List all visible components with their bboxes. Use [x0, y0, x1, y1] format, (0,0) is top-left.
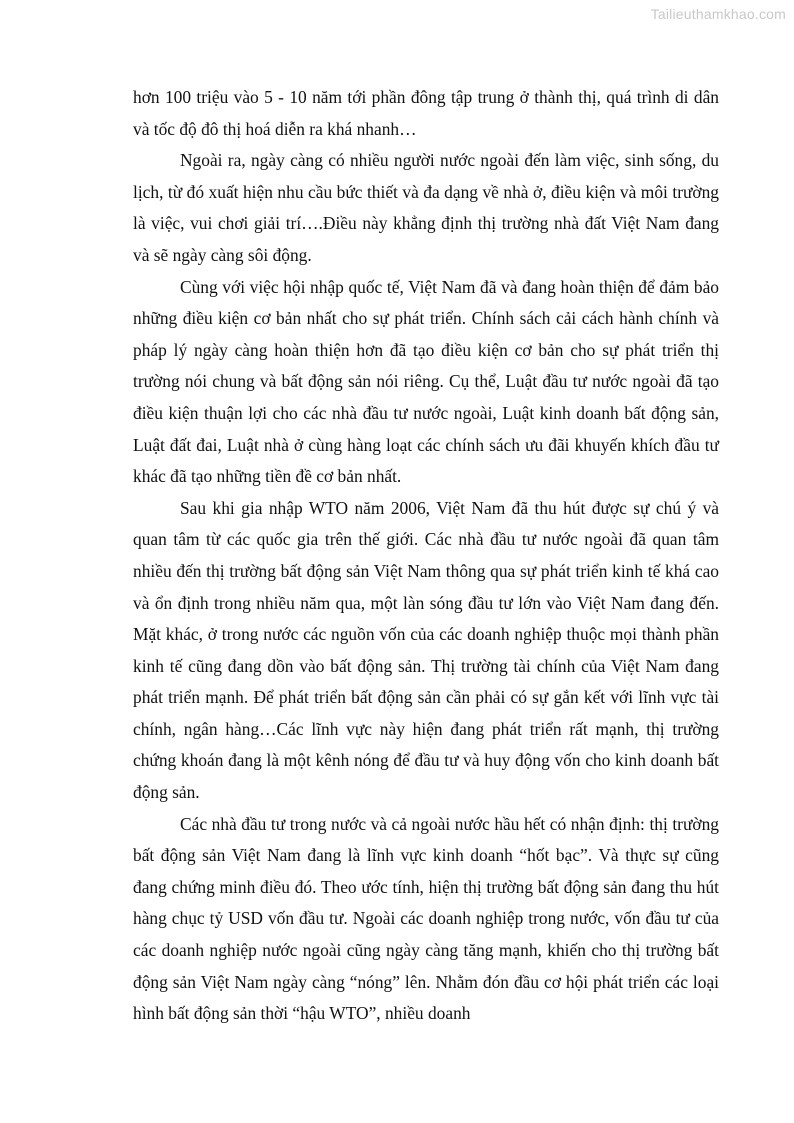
- paragraph-5: Các nhà đầu tư trong nước và cả ngoài nước hầu hết có nhận định: thị trường bất động sản Việt Nam đang là lĩnh vực kinh doanh “hốt bạc”. Và thực sự cũng đang chứng minh điều đó. Theo ước tính, hiện thị trường bất động sản đang thu hút hàng chục tỷ USD vốn đầu tư. Ngoài các doanh nghiệp trong nước, vốn đầu tư của các doanh nghiệp nước ngoài cũng ngày càng tăng mạnh, khiến cho thị trường bất động sản Việt Nam ngày càng “nóng” lên. Nhằm đón đầu cơ hội phát triển các loại hình bất động sản thời “hậu WTO”, nhiều doanh: [133, 813, 719, 1024]
- paragraph-2: Ngoài ra, ngày càng có nhiều người nước ngoài đến làm việc, sinh sống, du lịch, từ đó xuất hiện nhu cầu bức thiết và đa dạng về nhà ở, điều kiện và môi trường là việc, vui chơi giải trí….Điều này khẳng định thị trường nhà đất Việt Nam đang và sẽ ngày càng sôi động.: [133, 150, 719, 265]
- paragraph-4: Sau khi gia nhập WTO năm 2006, Việt Nam đã thu hút được sự chú ý và quan tâm từ các quốc gia trên thế giới. Các nhà đầu tư nước ngoài đã quan tâm nhiều đến thị trường bất động sản Việt Nam thông qua sự phát triển kinh tế khá cao và ổn định trong nhiều năm qua, một làn sóng đầu tư lớn vào Việt Nam đang đến. Mặt khác, ở trong nước các nguồn vốn của các doanh nghiệp thuộc mọi thành phần kinh tế cũng đang dồn vào bất động sản. Thị trường tài chính của Việt Nam đang phát triển mạnh. Để phát triển bất động sản cần phải có sự gắn kết với lĩnh vực tài chính, ngân hàng…Các lĩnh vực này hiện đang phát triển rất mạnh, thị trường chứng khoán đang là một kênh nóng để đầu tư và huy động vốn cho kinh doanh bất động sản.: [133, 497, 719, 803]
- document-body: [133, 82, 719, 1030]
- watermark-text: Tailieuthamkhao.com: [650, 6, 786, 22]
- paragraph-3: Cùng với việc hội nhập quốc tế, Việt Nam đã và đang hoàn thiện để đảm bảo những điều kiện cơ bản nhất cho sự phát triển. Chính sách cải cách hành chính và pháp lý ngày càng hoàn thiện hơn đã tạo điều kiện cơ bản cho sự phát triển thị trường nói chung và bất động sản nói riêng. Cụ thể, Luật đầu tư nước ngoài đã tạo điều kiện thuận lợi cho các nhà đầu tư nước ngoài, Luật kinh doanh bất động sản, Luật đất đai, Luật nhà ở cùng hàng loạt các chính sách ưu đãi khuyến khích đầu tư khác đã tạo những tiền đề cơ bản nhất.: [133, 276, 719, 487]
- paragraph-1: hơn 100 triệu vào 5 - 10 năm tới phần đông tập trung ở thành thị, quá trình di dân và tốc độ đô thị hoá diễn ra khá nhanh…: [133, 87, 719, 139]
